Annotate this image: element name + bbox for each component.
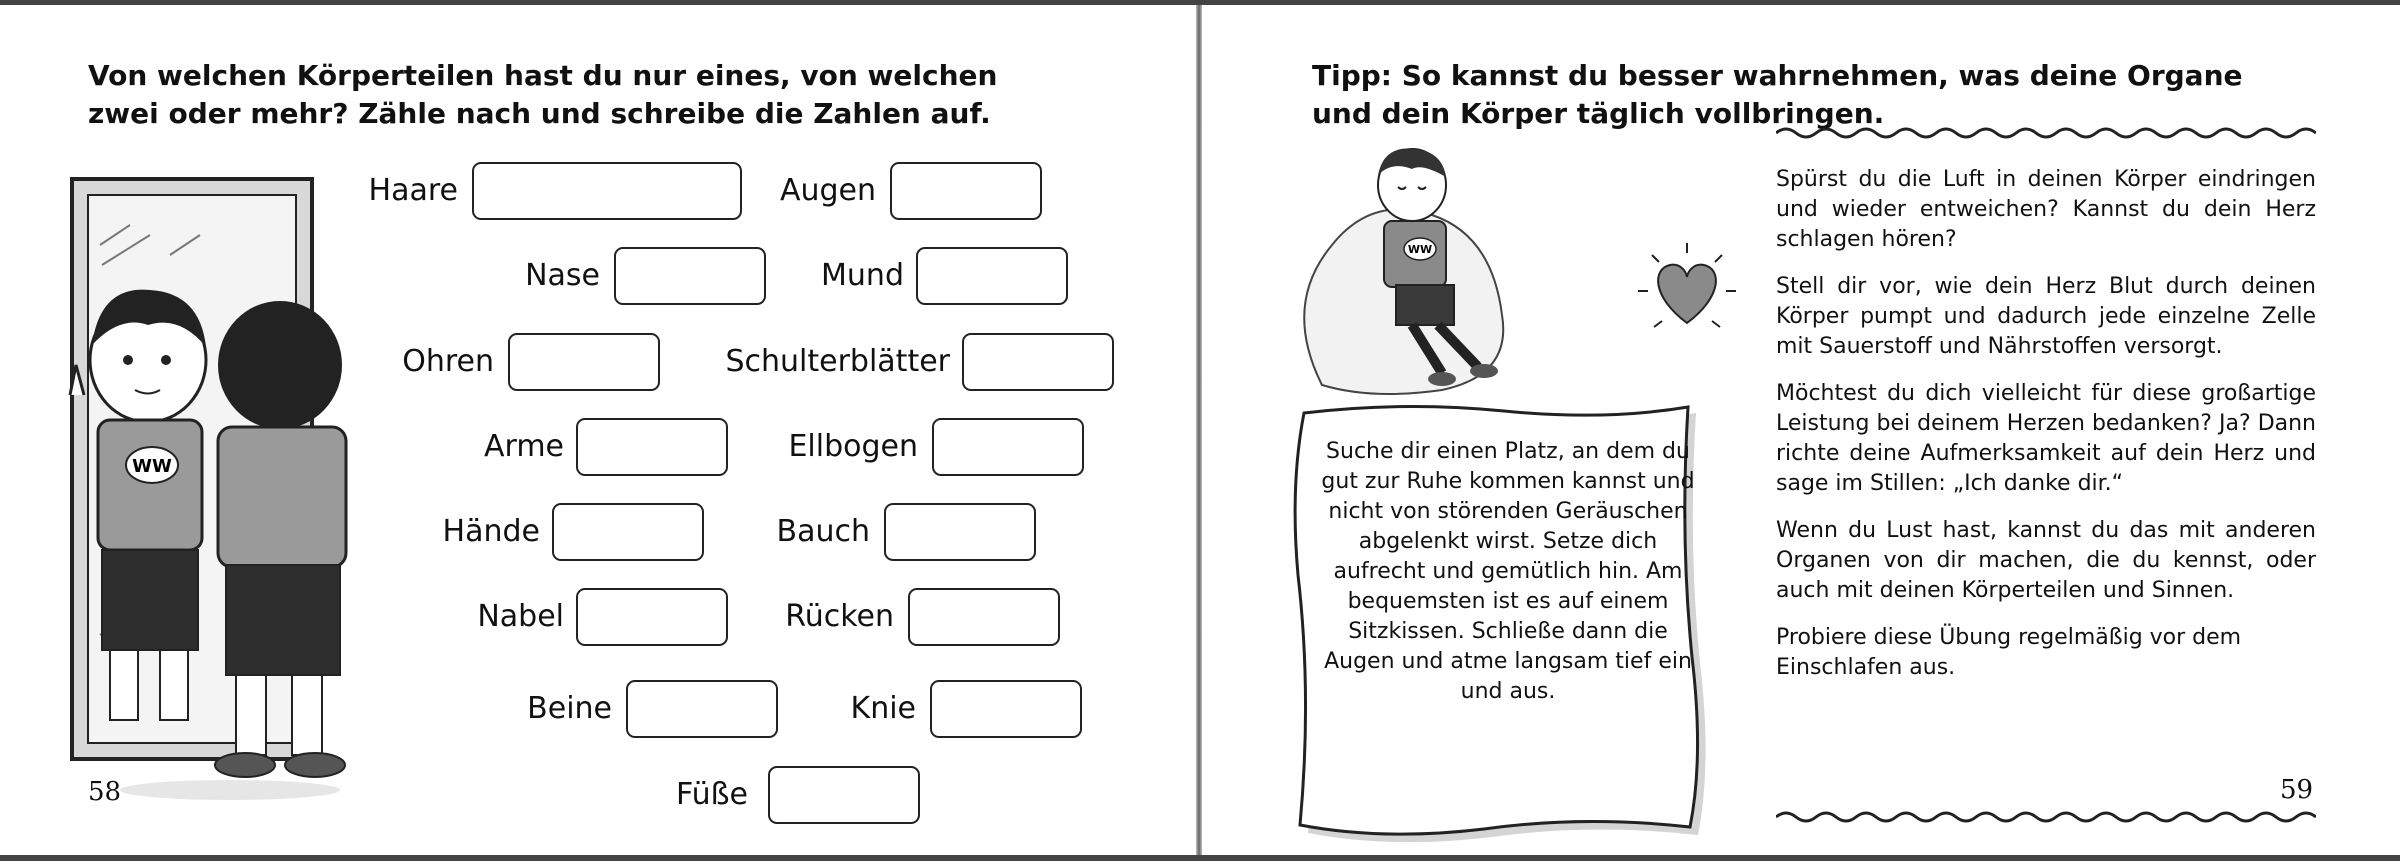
left-page bbox=[0, 5, 1198, 855]
label-nabel: Nabel bbox=[477, 599, 564, 634]
answer-box-fuesse[interactable] bbox=[768, 766, 920, 824]
label-mund: Mund bbox=[821, 258, 904, 293]
shirt-logo-right: WW bbox=[1407, 243, 1433, 256]
label-fuesse: Füße bbox=[676, 777, 748, 812]
paragraph-5: Probiere diese Übung regelmäßig vor dem Einschlafen aus. bbox=[1776, 625, 2242, 680]
mirror-illustration bbox=[40, 165, 380, 805]
label-augen: Augen bbox=[779, 173, 876, 208]
answer-box-arme[interactable] bbox=[576, 418, 728, 476]
label-haare: Haare bbox=[368, 173, 458, 208]
answer-box-nabel[interactable] bbox=[576, 588, 728, 646]
exercise-instruction: Von welchen Körperteilen hast du nur eines, von welchen zwei oder mehr? Zähle nach und schreibe die Zahlen auf. bbox=[88, 59, 998, 130]
tip-body bbox=[1776, 165, 2316, 700]
wavy-divider-bottom bbox=[1776, 807, 2316, 827]
answer-box-augen[interactable] bbox=[890, 162, 1042, 220]
label-arme: Arme bbox=[483, 429, 564, 464]
label-ellbogen: Ellbogen bbox=[788, 429, 918, 464]
note-text: Suche dir einen Platz, an dem du gut zur Ruhe kommen kannst und nicht von störenden Geräuschen abgelenkt wirst. Setze dich aufrecht und gemütlich hin. Am bequemsten ist es auf einem Sitzkissen. Schließe dann die Augen und atme langsam tief ein und aus. bbox=[1321, 439, 1695, 704]
answer-box-haare[interactable] bbox=[472, 162, 742, 220]
label-beine: Beine bbox=[527, 691, 612, 726]
answer-box-ruecken[interactable] bbox=[908, 588, 1060, 646]
paragraph-3: Möchtest du dich vielleicht für diese großartige Leistung bei deinem Herzen bedanken? Ja? Dann richte deine Aufmerksamkeit auf dein Herz und sage im Stillen: „Ich danke dir.“ bbox=[1776, 381, 2316, 496]
heart-icon bbox=[1632, 235, 1742, 345]
answer-box-haende[interactable] bbox=[552, 503, 704, 561]
tip-heading: Tipp: So kannst du besser wahrnehmen, was deine Organe und dein Körper täglich vollbringen. bbox=[1312, 59, 2243, 130]
label-bauch: Bauch bbox=[776, 514, 870, 549]
label-ruecken: Rücken bbox=[785, 599, 894, 634]
answer-box-bauch[interactable] bbox=[884, 503, 1036, 561]
right-page bbox=[1202, 5, 2400, 855]
label-schulterblaetter: Schulterblätter bbox=[725, 344, 950, 379]
answer-box-nase[interactable] bbox=[614, 247, 766, 305]
answer-box-beine[interactable] bbox=[626, 680, 778, 738]
label-nase: Nase bbox=[525, 258, 600, 293]
page-number-right: 59 bbox=[2280, 775, 2314, 805]
page-number-left: 58 bbox=[88, 777, 122, 807]
paragraph-2: Stell dir vor, wie dein Herz Blut durch deinen Körper pumpt und dadurch jede einzelne Zelle mit Sauerstoff und Nährstoffen versorgt. bbox=[1776, 274, 2316, 359]
shirt-logo-left: WW bbox=[132, 456, 172, 477]
answer-box-ellbogen[interactable] bbox=[932, 418, 1084, 476]
label-ohren: Ohren bbox=[402, 344, 494, 379]
boy-on-beanbag-illustration bbox=[1292, 145, 1592, 405]
paragraph-1: Spürst du die Luft in deinen Körper eindringen und wieder entweichen? Kannst du dein Herz schlagen hören? bbox=[1776, 167, 2316, 252]
answer-box-mund[interactable] bbox=[916, 247, 1068, 305]
wavy-divider-top bbox=[1776, 123, 2316, 143]
paragraph-4: Wenn du Lust hast, kannst du das mit anderen Organen von dir machen, die du kennst, oder auch mit deinen Körperteilen und Sinnen. bbox=[1776, 518, 2316, 603]
answer-box-ohren[interactable] bbox=[508, 333, 660, 391]
answer-box-schulterblaetter[interactable] bbox=[962, 333, 1114, 391]
label-haende: Hände bbox=[442, 514, 540, 549]
answer-box-knie[interactable] bbox=[930, 680, 1082, 738]
label-knie: Knie bbox=[850, 691, 916, 726]
